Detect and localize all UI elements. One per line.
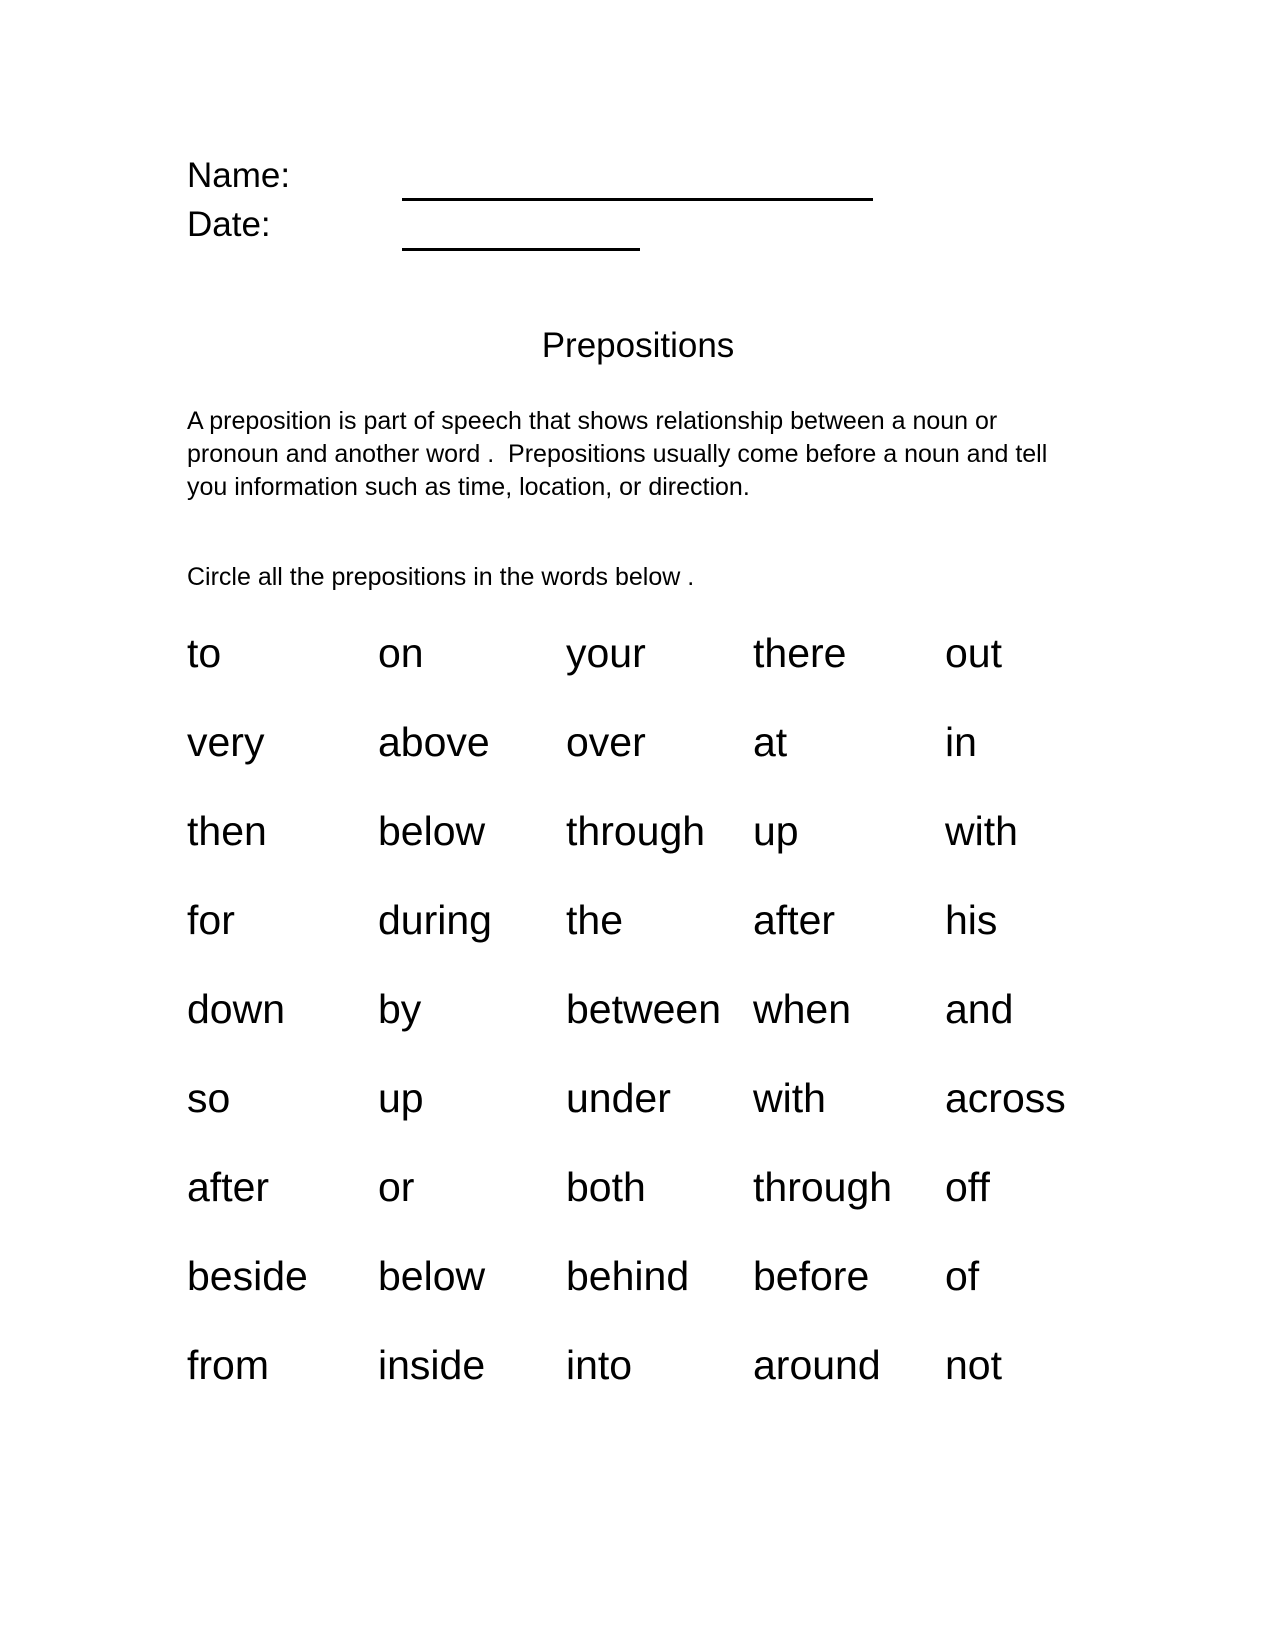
word-grid [187, 629, 1066, 1430]
word-cell: up [378, 1075, 424, 1121]
word-cell: by [378, 986, 422, 1032]
word-cell: of [945, 1253, 980, 1299]
word-cell: during [378, 897, 492, 943]
word-cell: off [945, 1164, 990, 1210]
word-cell: both [566, 1164, 646, 1210]
word-cell: to [187, 630, 222, 676]
word-cell: into [566, 1342, 633, 1388]
word-cell: before [753, 1253, 870, 1299]
date-blank-line [402, 248, 640, 251]
word-cell: over [566, 719, 646, 765]
word-cell: from [187, 1342, 269, 1388]
word-cell: or [378, 1164, 415, 1210]
word-cell: between [566, 986, 722, 1032]
word-cell: across [945, 1075, 1066, 1121]
word-cell: and [945, 986, 1014, 1032]
instruction-text: Circle all the prepositions in the words below . [187, 563, 695, 591]
worksheet-title: Prepositions [541, 326, 735, 365]
word-cell: your [566, 630, 646, 676]
intro-line: you information such as time, location, or direction. [187, 473, 750, 501]
word-cell: not [945, 1342, 1002, 1388]
word-cell: then [187, 808, 267, 854]
word-cell: up [753, 808, 799, 854]
word-cell: under [566, 1075, 671, 1121]
intro-line: A preposition is part of speech that shows relationship between a noun or [187, 407, 998, 435]
word-cell: beside [187, 1253, 308, 1299]
word-cell: behind [566, 1253, 690, 1299]
word-cell: around [753, 1342, 881, 1388]
intro-line: pronoun and another word . Prepositions usually come before a noun and tell [187, 440, 1048, 468]
intro-paragraph [187, 405, 1047, 504]
word-cell: at [753, 719, 788, 765]
word-cell: after [187, 1164, 270, 1210]
word-cell: after [753, 897, 836, 943]
name-blank-line [402, 198, 873, 201]
word-cell: so [187, 1075, 231, 1121]
word-cell: down [187, 986, 286, 1032]
word-cell: out [945, 630, 1002, 676]
word-cell: the [566, 897, 623, 943]
word-cell: very [187, 719, 265, 765]
word-cell: when [753, 986, 852, 1032]
word-cell: through [753, 1164, 893, 1210]
word-cell: his [945, 897, 998, 943]
word-cell: in [945, 719, 977, 765]
name-label: Name: [187, 156, 291, 195]
word-cell: below [378, 1253, 486, 1299]
date-label: Date: [187, 205, 271, 244]
word-cell: on [378, 630, 424, 676]
word-cell: there [753, 630, 847, 676]
word-cell: below [378, 808, 486, 854]
word-cell: with [945, 808, 1018, 854]
word-cell: inside [378, 1342, 486, 1388]
word-cell: above [378, 719, 490, 765]
word-cell: through [566, 808, 706, 854]
word-cell: with [753, 1075, 826, 1121]
word-cell: for [187, 897, 235, 943]
